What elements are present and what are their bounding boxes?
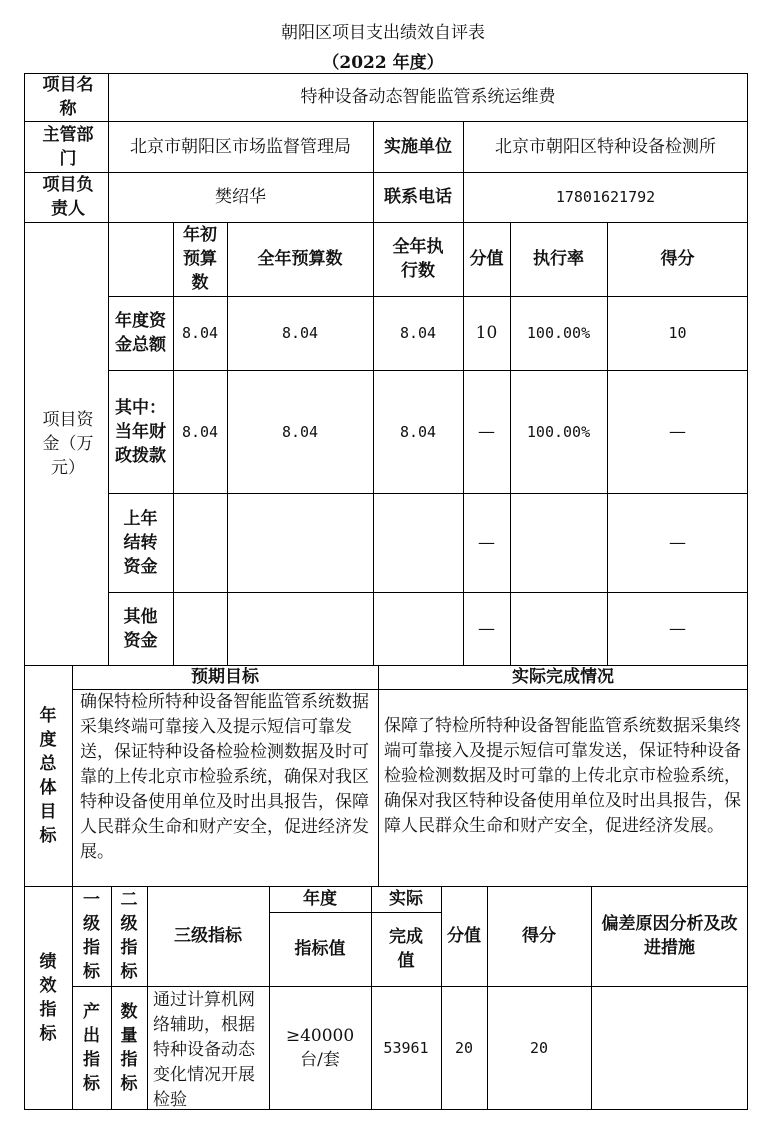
project-name-label: 项目名称 bbox=[42, 75, 94, 119]
unit-value: 北京市朝阳区特种设备检测所 bbox=[495, 136, 716, 157]
header-level3: 三级指标 bbox=[174, 926, 242, 946]
phone-value: 17801621792 bbox=[555, 188, 656, 206]
funds-row-annual: 8.04 bbox=[281, 422, 319, 441]
funds-header-rate: 执行率 bbox=[533, 249, 584, 269]
funds-section-label: 项目资金（万元） bbox=[42, 409, 94, 478]
header-actual-bottom: 完成值 bbox=[389, 927, 423, 971]
funds-row-label: 年度资金总额 bbox=[115, 311, 166, 355]
funds-row-rate bbox=[510, 592, 607, 665]
header-score: 得分 bbox=[522, 926, 556, 946]
header-annual-bottom: 指标值 bbox=[294, 939, 346, 959]
project-name-value: 特种设备动态智能监管系统运维费 bbox=[300, 87, 556, 107]
page-title: 朝阳区项目支出绩效自评表 bbox=[281, 23, 485, 43]
indicator-score-value: 20 bbox=[454, 1039, 474, 1057]
funds-row-annual bbox=[227, 493, 373, 592]
funds-row-initial bbox=[173, 493, 227, 592]
indicator-level2: 数量指标 bbox=[120, 1002, 138, 1094]
funds-header-executed: 全年执行数 bbox=[392, 237, 444, 281]
indicator-actual: 53961 bbox=[383, 1039, 429, 1057]
leader-value: 樊绍华 bbox=[215, 187, 266, 207]
funds-row-initial: 8.04 bbox=[181, 422, 219, 441]
funds-row-label: 其他资金 bbox=[123, 606, 158, 651]
funds-row-initial: 8.04 bbox=[181, 324, 219, 342]
phone-label: 联系电话 bbox=[384, 187, 452, 207]
funds-row-rate bbox=[510, 493, 607, 592]
expected-goal-text: 确保特检所特种设备智能监管系统数据采集终端可靠接入及提示短信可靠发送，保证特种设备检验检测数据及时可靠的上传北京市检验系统，确保对我区特种设备使用单位及时出具报告，保障人民群众生命和财产安全，促进经济发展。 bbox=[80, 692, 369, 862]
header-actual-top: 实际 bbox=[389, 889, 423, 909]
dept-label: 主管部门 bbox=[42, 124, 94, 169]
funds-row-executed bbox=[373, 592, 463, 665]
header-level1: 一级指标 bbox=[83, 890, 100, 982]
funds-row-executed: 8.04 bbox=[399, 324, 437, 342]
funds-row-rate: 100.00% bbox=[526, 324, 591, 342]
funds-header-initial: 年初预算数 bbox=[183, 225, 217, 293]
funds-row-score: — bbox=[669, 532, 686, 553]
funds-row-rate: 100.00% bbox=[526, 422, 591, 441]
funds-row-score-value: 10 bbox=[475, 323, 498, 343]
funds-row-annual: 8.04 bbox=[281, 324, 319, 342]
funds-row-executed bbox=[373, 493, 463, 592]
indicator-score: 20 bbox=[529, 1039, 549, 1057]
header-level2: 二级指标 bbox=[120, 890, 138, 982]
funds-header-score-value: 分值 bbox=[469, 249, 504, 269]
expected-goal-header: 预期目标 bbox=[191, 667, 259, 687]
dept-value: 北京市朝阳区市场监督管理局 bbox=[130, 136, 351, 157]
funds-row-score-value: — bbox=[478, 532, 495, 553]
indicator-level3: 通过计算机网络辅助，根据特种设备动态变化情况开展检验 bbox=[153, 990, 255, 1110]
funds-header-score: 得分 bbox=[660, 249, 695, 269]
leader-label: 项目负责人 bbox=[42, 175, 94, 219]
year-subtitle: （2022 年度） bbox=[322, 53, 444, 73]
header-annual-top: 年度 bbox=[303, 889, 337, 909]
indicators-section-label: 绩效指标 bbox=[39, 952, 57, 1044]
funds-row-score: 10 bbox=[668, 324, 687, 342]
funds-row-label: 其中：当年财政拨款 bbox=[115, 397, 166, 466]
funds-row-score: — bbox=[669, 421, 686, 442]
funds-row-label: 上年结转资金 bbox=[123, 508, 158, 577]
funds-row-executed: 8.04 bbox=[399, 422, 437, 441]
indicator-level1: 产出指标 bbox=[83, 1002, 100, 1094]
funds-row-score: — bbox=[669, 618, 686, 639]
header-score-value: 分值 bbox=[447, 926, 481, 946]
actual-result-header: 实际完成情况 bbox=[512, 667, 614, 687]
funds-row-score-value: — bbox=[478, 618, 495, 639]
unit-label: 实施单位 bbox=[384, 136, 452, 157]
goals-section-label: 年度总体目标 bbox=[39, 705, 57, 846]
header-deviation: 偏差原因分析及改进措施 bbox=[601, 914, 738, 958]
funds-row-score-value: — bbox=[478, 421, 495, 442]
indicator-target: ≥40000台/套 bbox=[285, 1026, 355, 1070]
funds-row-initial bbox=[173, 592, 227, 665]
indicator-deviation bbox=[591, 986, 748, 1110]
funds-header-annual: 全年预算数 bbox=[257, 249, 343, 269]
funds-row-annual bbox=[227, 592, 373, 665]
actual-result-text: 保障了特检所特种设备智能监管系统数据采集终端可靠接入及提示短信可靠发送，保证特种设备检验检测数据及时可靠的上传北京市检验系统，确保对我区特种设备使用单位及时出具报告，保障人民群众生命和财产安全，促进经济发展。 bbox=[384, 716, 741, 836]
